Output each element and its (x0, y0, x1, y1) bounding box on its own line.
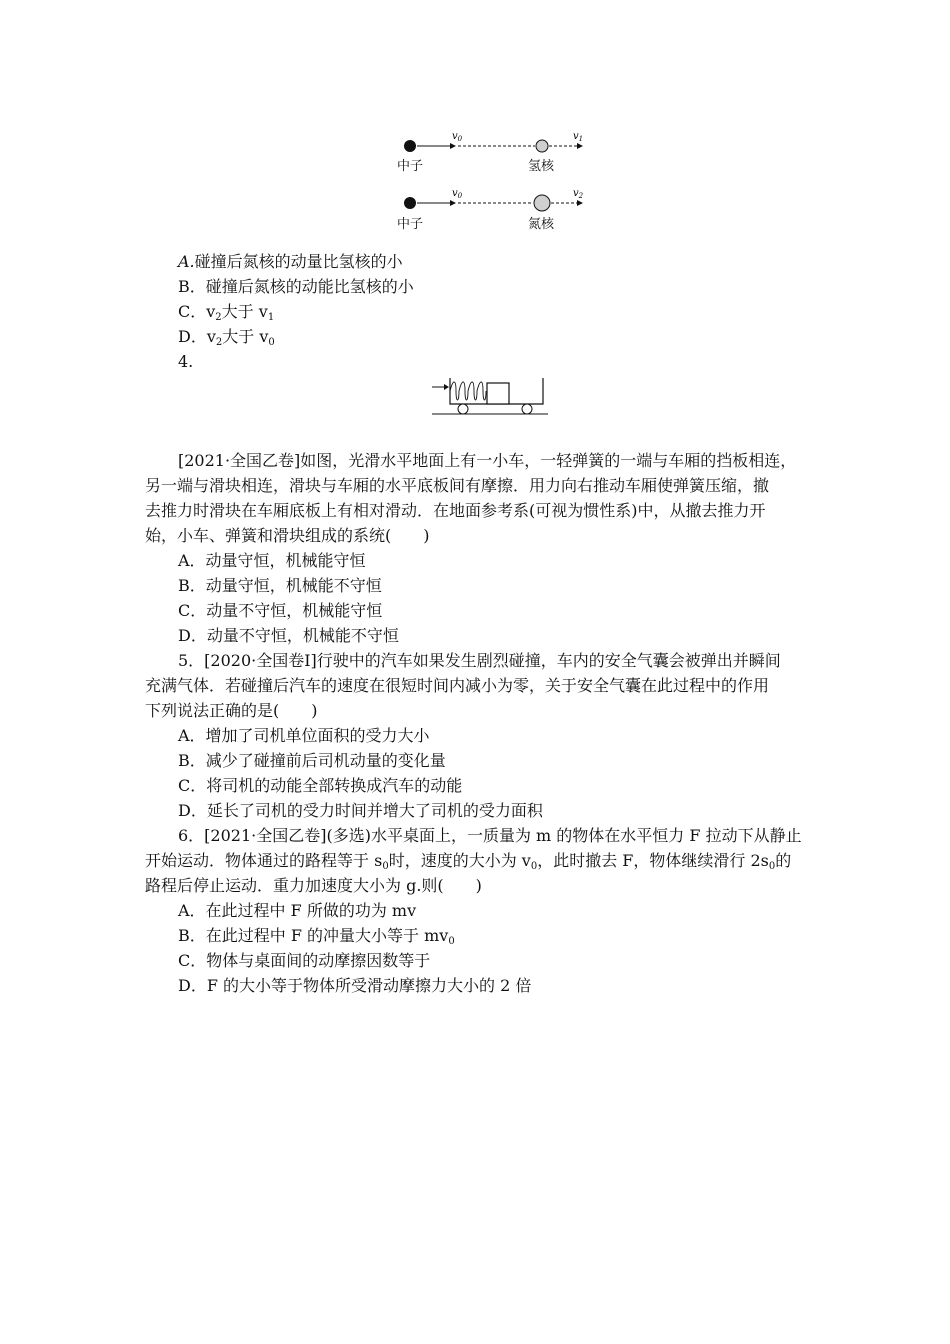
v0-label-1: $v_0$ (452, 131, 463, 143)
q4-option-b: B．动量守恒，机械能不守恒 (178, 576, 382, 595)
q4-option-d: D．动量不守恒，机械能不守恒 (178, 626, 399, 645)
option-text: v (206, 302, 216, 321)
q6-option-a: A．在此过程中 F 所做的功为 mv (178, 901, 417, 920)
subscript: 0 (382, 861, 389, 872)
v1-label: $v_1$ (573, 131, 584, 143)
neutron-label-1: 中子 (397, 159, 424, 174)
q4-stem-line-4: 始，小车、弹簧和滑块组成的系统( ) (145, 526, 430, 545)
option-text: v (206, 327, 216, 346)
option-text: B．在此过程中 F 的冲量大小等于 mv (178, 926, 449, 945)
q3-option-a (178, 251, 403, 273)
neutron-label-2: 中子 (397, 217, 424, 232)
q5-option-d: D．延长了司机的受力时间并增大了司机的受力面积 (178, 801, 543, 820)
hydrogen-nucleus-ball (536, 140, 548, 152)
option-text: 碰撞后氮核的动量比氢核的小 (194, 252, 403, 271)
option-text: 碰撞后氮核的动能比氢核的小 (205, 277, 414, 296)
wheel-left (458, 404, 468, 414)
wheel-right (522, 404, 532, 414)
subscript: 2 (215, 337, 223, 348)
q4-stem-line-2: 另一端与滑块相连，滑块与车厢的水平底板间有摩擦．用力向右推动车厢使弹簧压缩，撤 (145, 476, 770, 495)
q5-stem-line-1: 5．[2020·全国卷Ⅰ]行驶中的汽车如果发生剧烈碰撞，车内的安全气囊会被弹出并瞬间 (178, 651, 781, 670)
stem-text: 的 (775, 851, 792, 870)
q3-option-b (178, 276, 414, 298)
q4-number: 4. (178, 352, 194, 371)
q5-stem-line-3: 下列说法正确的是( ) (145, 701, 318, 720)
v0-label-2: $v_0$ (452, 188, 463, 200)
neutron-ball-2 (404, 197, 416, 209)
cart-spring-figure (430, 375, 550, 420)
stem-text: ，此时撤去 F，物体继续滑行 2s (537, 851, 769, 870)
slider-block (487, 383, 509, 404)
option-letter: D． (178, 327, 207, 346)
option-letter: C． (178, 302, 207, 321)
q4-stem-line-1: [2021·全国乙卷]如图，光滑水平地面上有一小车，一轻弹簧的一端与车厢的挡板相连， (178, 451, 797, 470)
q6-option-d: D．F 的大小等于物体所受滑动摩擦力大小的 2 倍 (178, 976, 532, 995)
q6-stem-line-3: 路程后停止运动．重力加速度大小为 g.则( ) (145, 876, 482, 895)
subscript: 1 (267, 312, 275, 323)
nitrogen-label: 氮核 (528, 217, 555, 232)
option-text: 大于 v (221, 302, 268, 321)
subscript: 0 (268, 337, 275, 348)
q5-option-a: A．增加了司机单位面积的受力大小 (178, 726, 430, 745)
q6-option-b (178, 925, 455, 953)
subscript: 0 (448, 936, 455, 947)
subscript: 0 (768, 861, 776, 872)
option-letter: B． (178, 277, 206, 296)
q5-option-b: B．减少了碰撞前后司机动量的变化量 (178, 751, 446, 770)
q4-stem-line-3: 去推力时滑块在车厢底板上有相对滑动．在地面参考系(可视为惯性系)中，从撤去推力开 (145, 501, 766, 520)
stem-text: 开始运动．物体通过的路程等于 s (145, 851, 383, 870)
q6-stem-line-1: 6．[2021·全国乙卷](多选)水平桌面上，一质量为 m 的物体在水平恒力 F 拉动下从静止 (178, 826, 802, 845)
stem-text: 时，速度的大小为 v (388, 851, 531, 870)
v2-label: $v_2$ (573, 188, 584, 200)
q4-option-c: C．动量不守恒，机械能守恒 (178, 601, 383, 620)
q6-option-c: C．物体与桌面间的动摩擦因数等于 (178, 951, 431, 970)
option-text: 大于 v (222, 327, 269, 346)
hydrogen-label: 氢核 (528, 159, 555, 174)
q6-stem-line-2 (145, 850, 791, 878)
q5-option-c: C．将司机的动能全部转换成汽车的动能 (178, 776, 463, 795)
subscript: 0 (530, 861, 538, 872)
q3-option-d (178, 326, 275, 354)
q5-stem-line-2: 充满气体．若碰撞后汽车的速度在很短时间内减小为零，关于安全气囊在此过程中的作用 (145, 676, 770, 695)
q4-option-a: A．动量守恒，机械能守恒 (178, 551, 366, 570)
subscript: 2 (215, 312, 222, 323)
q3-option-c (178, 301, 274, 329)
neutron-ball-1 (404, 140, 416, 152)
nitrogen-nucleus-ball (534, 195, 550, 211)
option-letter: A. (178, 252, 195, 271)
